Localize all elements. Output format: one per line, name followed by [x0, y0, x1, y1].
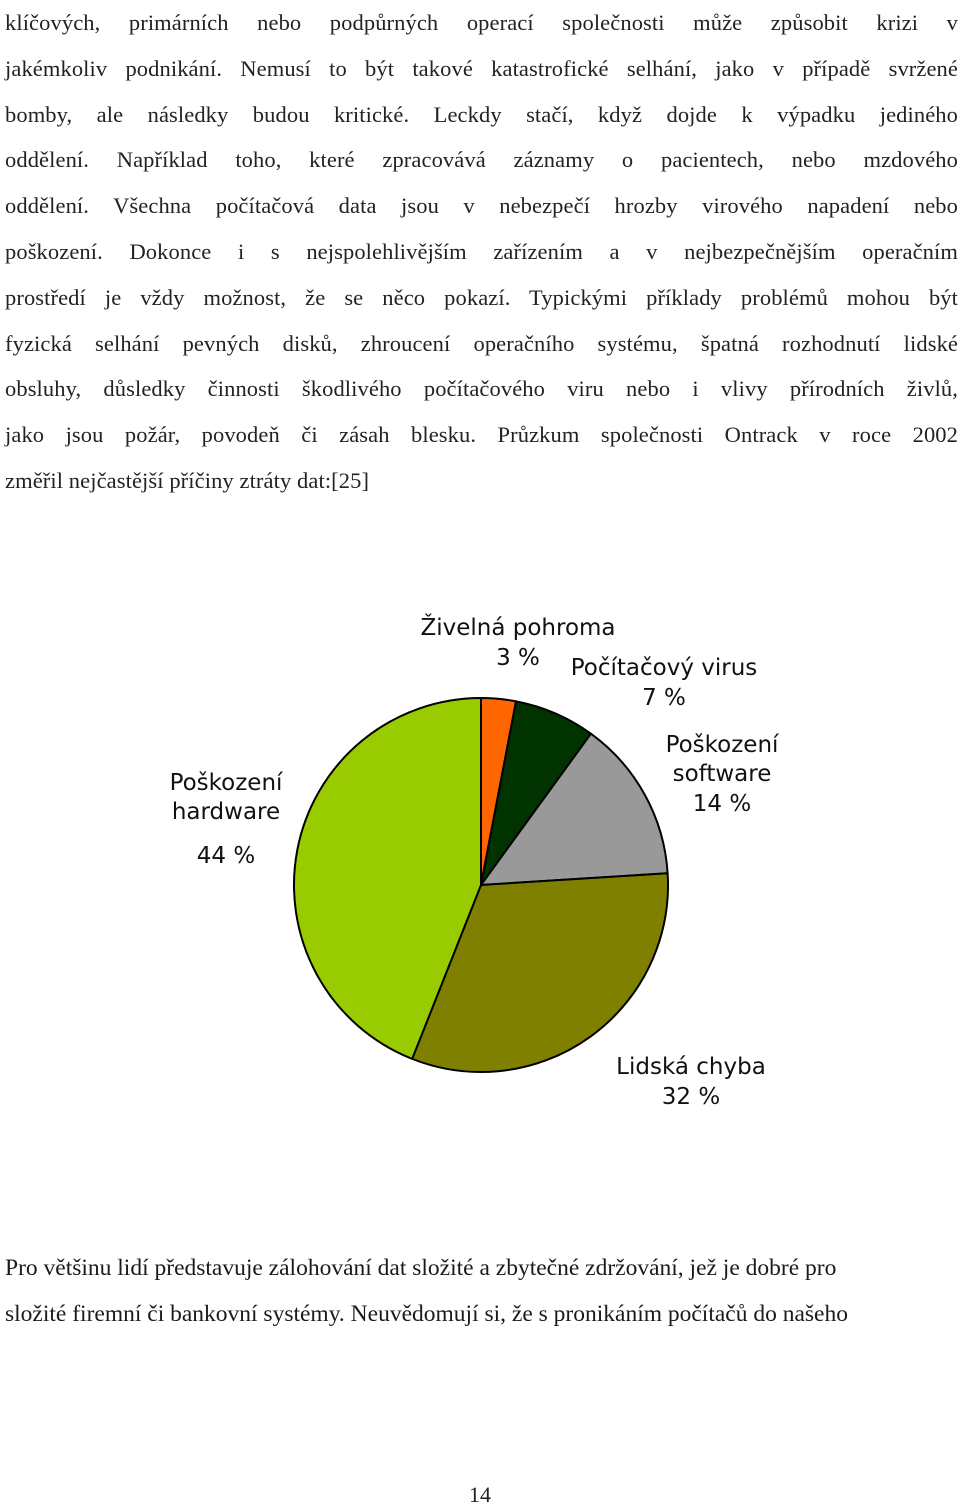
text-line: složité firemní či bankovní systémy. Neuvědomují si, že s pronikáním počítačů do našeho: [5, 1301, 848, 1327]
text-line: bomby, ale následky budou kritické. Leckdy stačí, když dojde k výpadku jediného: [5, 101, 958, 127]
paragraph-intro: [5, 0, 958, 504]
text-line: klíčových, primárních nebo podpůrných operací společnosti může způsobit krizi v: [5, 10, 958, 35]
text-line: oddělení. Například toho, které zpracovává záznamy o pacientech, nebo mzdového: [5, 147, 958, 173]
text-line: jakémkoliv podnikání. Nemusí to být takové katastrofické selhání, jako v případě svržené: [5, 55, 958, 81]
slice-percent-label: 14 %: [692, 791, 752, 817]
slice-percent-label: 7 %: [642, 685, 686, 711]
text-line: obsluhy, důsledky činnosti škodlivého počítačového viru nebo i vlivy přírodních živlů,: [5, 376, 958, 402]
slice-label: Lidská chyba 32 %: [616, 1054, 766, 1110]
pie-chart-container: [0, 600, 960, 1160]
paragraph-backup: [5, 1245, 958, 1337]
slice-label: Živelná pohroma 3 %: [420, 615, 616, 671]
text-line: poškození. Dokonce i s nejspolehlivějším zařízením a v nejbezpečnějším operačním: [5, 238, 958, 264]
text-line: jako jsou požár, povodeň či zásah blesku. Průzkum společnosti Ontrack v roce 2002: [5, 422, 958, 448]
text-line: fyzická selhání pevných disků, zhroucení operačního systému, špatná rozhodnutí lidské: [5, 330, 958, 356]
pie-slices: [294, 698, 668, 1072]
text-line: Pro většinu lidí představuje zálohování dat složité a zbytečné zdržování, jež je dobré pro: [5, 1255, 837, 1281]
data-loss-causes-pie-chart: [0, 600, 960, 1160]
slice-percent-label: 32 %: [661, 1084, 721, 1110]
page-number: 14: [469, 1482, 491, 1507]
slice-label: Poškození hardware 44 %: [169, 770, 283, 869]
text-line: prostředí je vždy možnost, že se něco pokazí. Typickými příklady problémů mohou být: [5, 284, 958, 310]
text-line: oddělení. Všechna počítačová data jsou v nebezpečí hrozby virového napadení nebo: [5, 193, 958, 219]
slice-percent-label: 3 %: [496, 645, 540, 671]
slice-label: Poškození software 14 %: [665, 732, 779, 817]
slice-label: Počítačový virus 7 %: [570, 655, 758, 711]
slice-percent-label: 44 %: [196, 843, 256, 869]
text-line: změřil nejčastější příčiny ztráty dat:[25]: [5, 467, 370, 493]
